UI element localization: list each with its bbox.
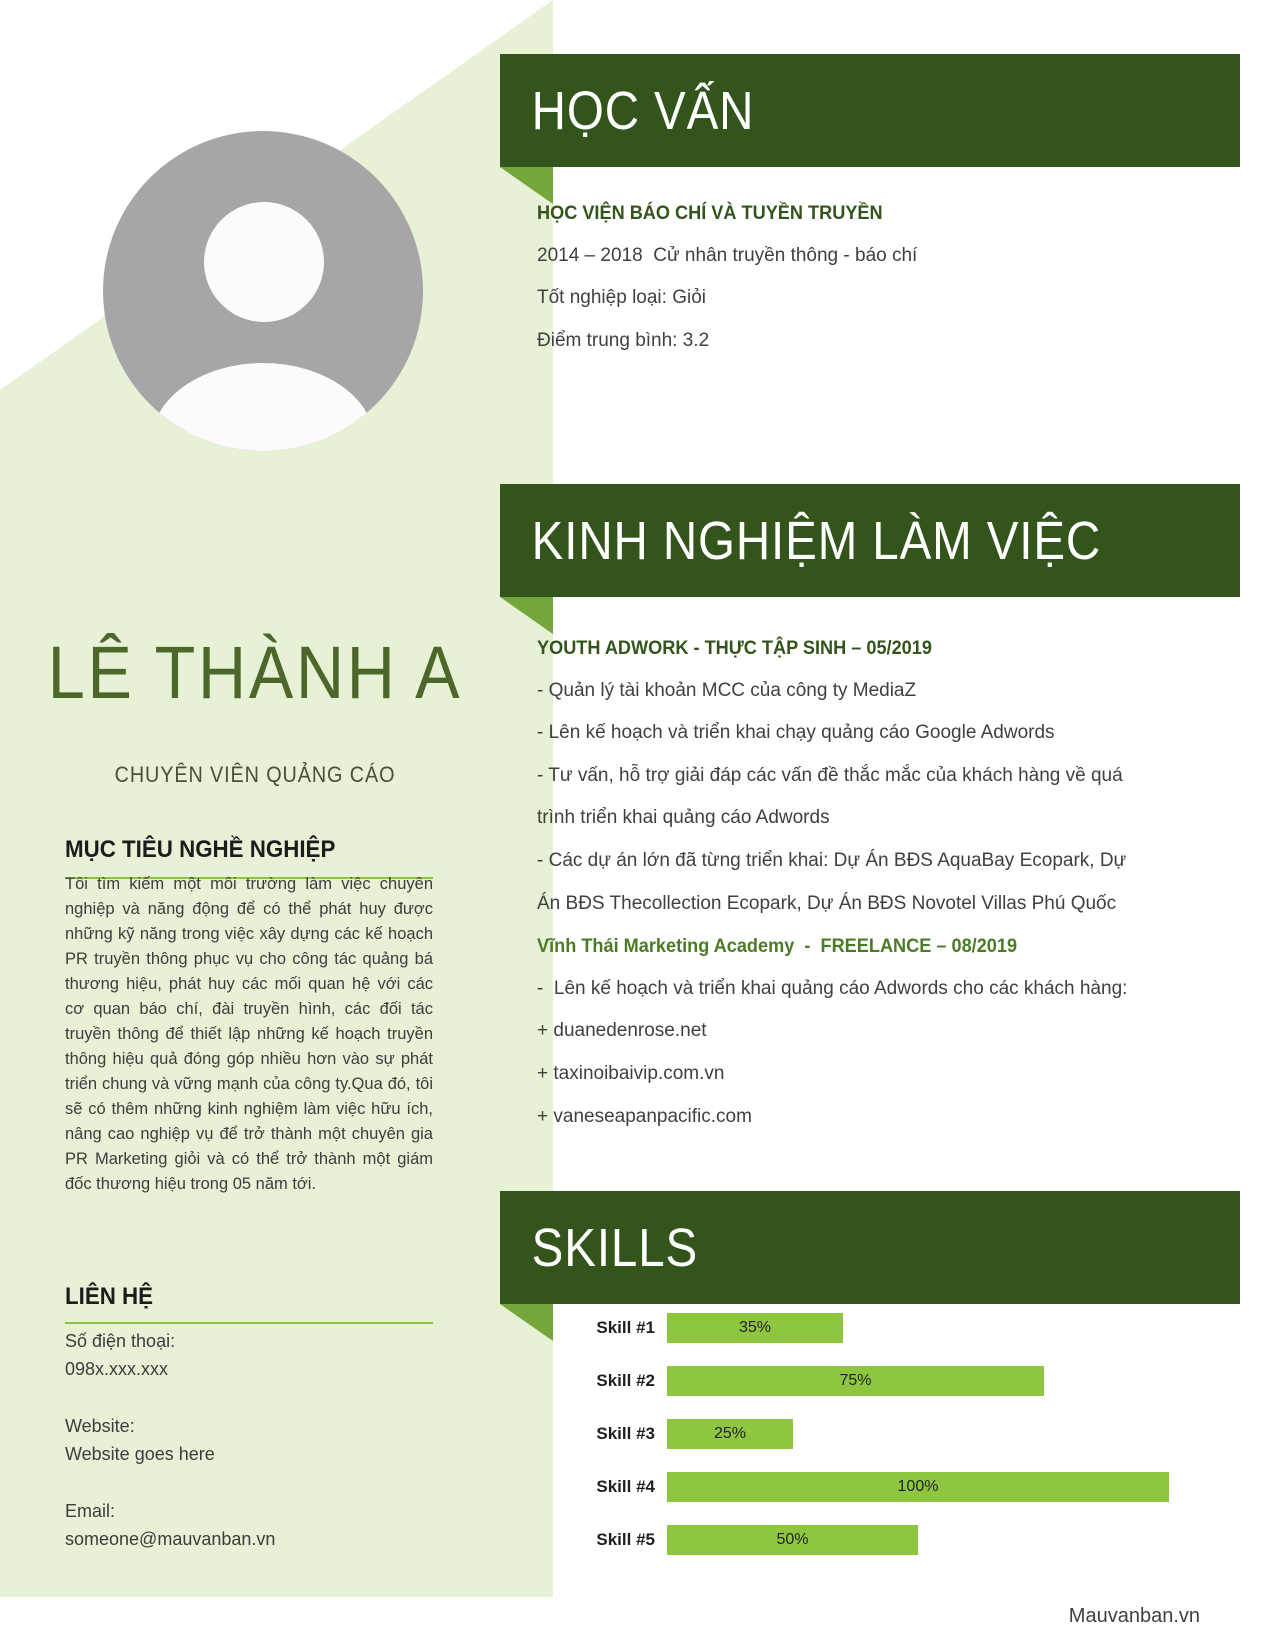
- experience-detail-line: - Quản lý tài khoản MCC của công ty MediaZ: [537, 679, 917, 701]
- experience-detail-line: - Các dự án lớn đã từng triển khai: Dự Án BĐS AquaBay Ecopark, Dự: [537, 849, 1127, 871]
- experience-job-heading: YOUTH ADWORK - THỰC TẬP SINH – 05/2019: [537, 637, 932, 659]
- contact-heading-label: LIÊN HỆ: [65, 1283, 154, 1310]
- candidate-name: LÊ THÀNH A: [47, 631, 463, 714]
- experience-job-heading: Vĩnh Thái Marketing Academy - FREELANCE – 08/2019: [537, 935, 1018, 958]
- skill-bar: 75%: [667, 1366, 1044, 1396]
- skill-bar: 100%: [667, 1472, 1169, 1502]
- experience-detail-line: + vaneseapanpacific.com: [537, 1105, 752, 1127]
- contact-label: Email:: [65, 1501, 116, 1521]
- contact-heading: [65, 1283, 433, 1324]
- skill-bar: 50%: [667, 1525, 918, 1555]
- contact-group: [65, 1413, 433, 1468]
- skills-banner-title: SKILLS: [531, 1217, 699, 1278]
- experience-detail-line: - Lên kế hoạch và triển khai chạy quảng cáo Google Adwords: [537, 722, 1055, 744]
- watermark-text: Mauvanban.vn: [1068, 1605, 1200, 1627]
- skill-bar: 35%: [667, 1313, 843, 1343]
- education-detail-line: Tốt nghiệp loại: Giỏi: [537, 287, 706, 309]
- education-school: HỌC VIỆN BÁO CHÍ VÀ TUYỀN TRUYỀN: [537, 202, 883, 224]
- avatar-shoulders-icon: [151, 363, 375, 451]
- education-banner: [500, 54, 1240, 167]
- experience-detail-line: + duanedenrose.net: [537, 1020, 707, 1042]
- candidate-job-title: CHUYÊN VIÊN QUẢNG CÁO: [114, 762, 396, 787]
- experience-detail-line: - Lên kế hoạch và triển khai quảng cáo Adwords cho các khách hàng:: [537, 977, 1128, 999]
- contact-label: Số điện thoại:: [65, 1331, 176, 1351]
- skill-label: Skill #3: [596, 1424, 655, 1443]
- skill-label: Skill #5: [596, 1530, 655, 1549]
- contact-group: [65, 1328, 433, 1383]
- avatar-head-icon: [204, 202, 324, 322]
- objective-heading-label: MỤC TIÊU NGHỀ NGHIỆP: [65, 836, 336, 863]
- contact-list: [65, 1328, 433, 1583]
- education-detail-line: Điểm trung bình: 3.2: [537, 329, 710, 351]
- contact-group: [65, 1498, 433, 1553]
- experience-detail-line: + taxinoibaivip.com.vn: [537, 1062, 725, 1084]
- contact-value: Website goes here: [65, 1443, 215, 1464]
- experience-detail-line: Án BĐS Thecollection Ecopark, Dự Án BĐS Novotel Villas Phú Quốc: [537, 892, 1117, 914]
- education-section: [537, 192, 1237, 362]
- education-detail-line: 2014 – 2018 Cử nhân truyền thông - báo chí: [537, 244, 918, 266]
- experience-detail-line: - Tư vấn, hỗ trợ giải đáp các vấn đề thắc mắc của khách hàng về quá: [537, 764, 1123, 786]
- skill-bar: 25%: [667, 1419, 793, 1449]
- contact-label: Website:: [65, 1416, 135, 1436]
- skill-label: Skill #2: [596, 1371, 655, 1390]
- skill-label: Skill #4: [596, 1477, 655, 1496]
- skill-label: Skill #1: [596, 1318, 655, 1337]
- objective-text: Tôi tìm kiếm một môi trường làm việc chuyên nghiệp và năng động để có thể phát huy được những kỹ năng trong việc xây dựng các kế hoạch PR truyền thông phục vụ cho công tác quảng bá thương hiệu, phát huy các mối quan hệ với các cơ quan báo chí, đài truyền hình, các đối tác truyền thông để thiết lập những kế hoạch truyền thông hiệu quả đóng góp nhiều hơn vào sự phát triển chung và vững mạnh của công ty.Qua đó, tôi sẽ có thêm những kinh nghiệm làm việc hữu ích, nâng cao nghiệp vụ để trở thành một chuyên gia PR Marketing giỏi và có thể trở thành một giám đốc thương hiệu trong 05 năm tới.: [65, 875, 433, 1193]
- avatar: [103, 131, 423, 451]
- contact-value: 098x.xxx.xxx: [65, 1358, 169, 1379]
- contact-value: someone@mauvanban.vn: [65, 1528, 276, 1549]
- skills-banner: [500, 1191, 1240, 1304]
- experience-banner-title: KINH NGHIỆM LÀM VIỆC: [531, 510, 1102, 571]
- experience-section: [537, 627, 1237, 1138]
- education-banner-title: HỌC VẤN: [531, 80, 755, 141]
- experience-banner: [500, 484, 1240, 597]
- experience-detail-line: trình triển khai quảng cáo Adwords: [537, 807, 830, 829]
